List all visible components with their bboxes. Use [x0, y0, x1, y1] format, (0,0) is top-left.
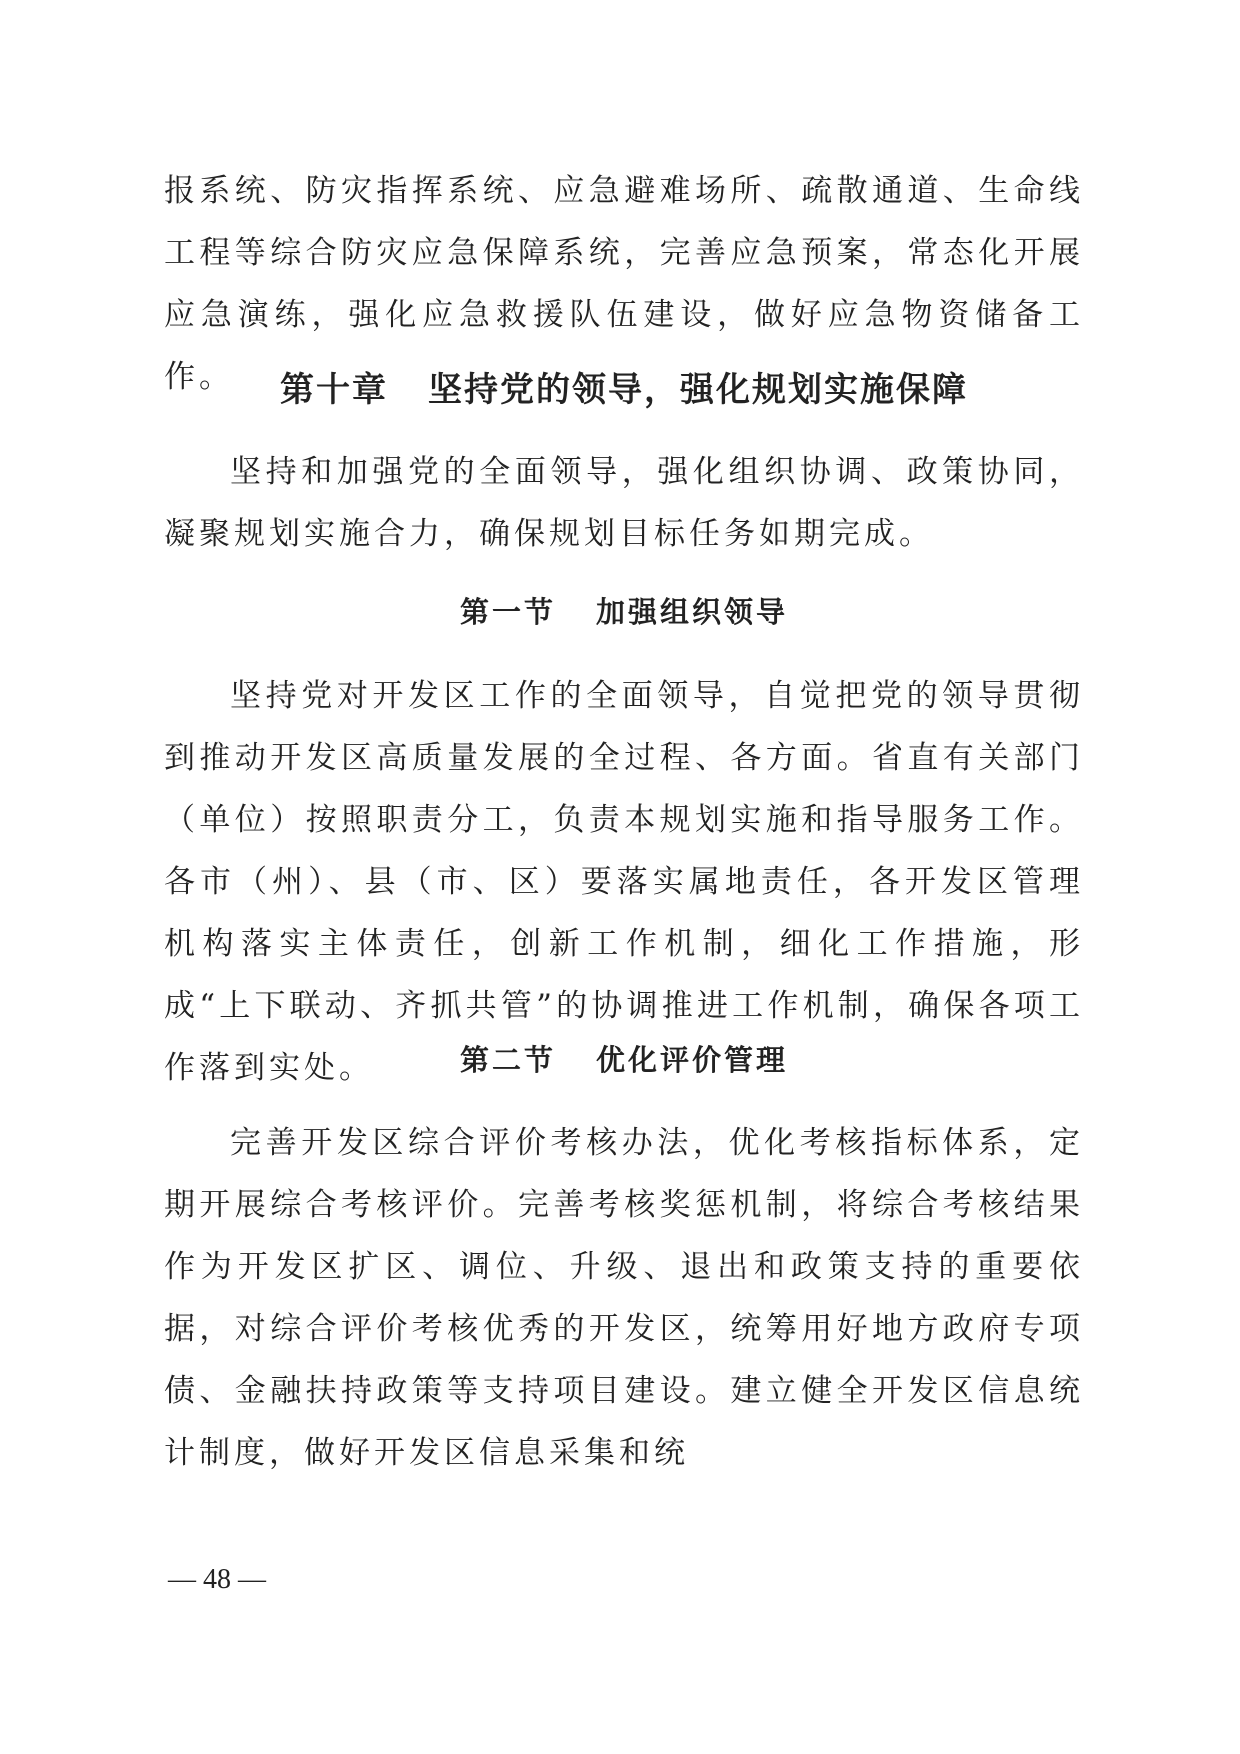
chapter-intro-paragraph: 坚持和加强党的全面领导，强化组织协调、政策协同，凝聚规划实施合力，确保规划目标任务如期完成。	[164, 454, 1084, 552]
chapter-number: 第十章	[280, 370, 388, 410]
section-2-paragraph: 完善开发区综合评价考核办法，优化考核指标体系，定期开展综合考核评价。完善考核奖惩机制，将综合考核结果作为开发区扩区、调位、升级、退出和政策支持的重要依据，对综合评价考核优秀的开发区，统筹用好地方政府专项债、金融扶持政策等支持项目建设。建立健全开发区信息统计制度，做好开发区信息采集和统	[164, 1125, 1084, 1471]
paragraph-continued: 报系统、防灾指挥系统、应急避难场所、疏散通道、生命线工程等综合防灾应急保障系统，完善应急预案，常态化开展应急演练，强化应急救援队伍建设，做好应急物资储备工作。	[164, 173, 1084, 395]
section-title-text: 加强组织领导	[596, 595, 789, 629]
chapter-title-text: 坚持党的领导，强化规划实施保障	[428, 370, 968, 410]
section-title-text: 优化评价管理	[596, 1043, 789, 1077]
chapter-heading	[164, 365, 1084, 415]
page-number: — 48 —	[168, 1564, 266, 1595]
section-heading-1	[164, 587, 1084, 637]
section-number: 第二节	[459, 1043, 556, 1077]
section-heading-2	[164, 1035, 1084, 1085]
section-1-paragraph: 坚持党对开发区工作的全面领导，自觉把党的领导贯彻到推动开发区高质量发展的全过程、各方面。省直有关部门（单位）按照职责分工，负责本规划实施和指导服务工作。各市（州）、县（市、区）要落实属地责任，各开发区管理机构落实主体责任，创新工作机制，细化工作措施，形成“上下联动、齐抓共管”的协调推进工作机制，确保各项工作落到实处。	[164, 678, 1084, 1086]
section-number: 第一节	[459, 595, 556, 629]
